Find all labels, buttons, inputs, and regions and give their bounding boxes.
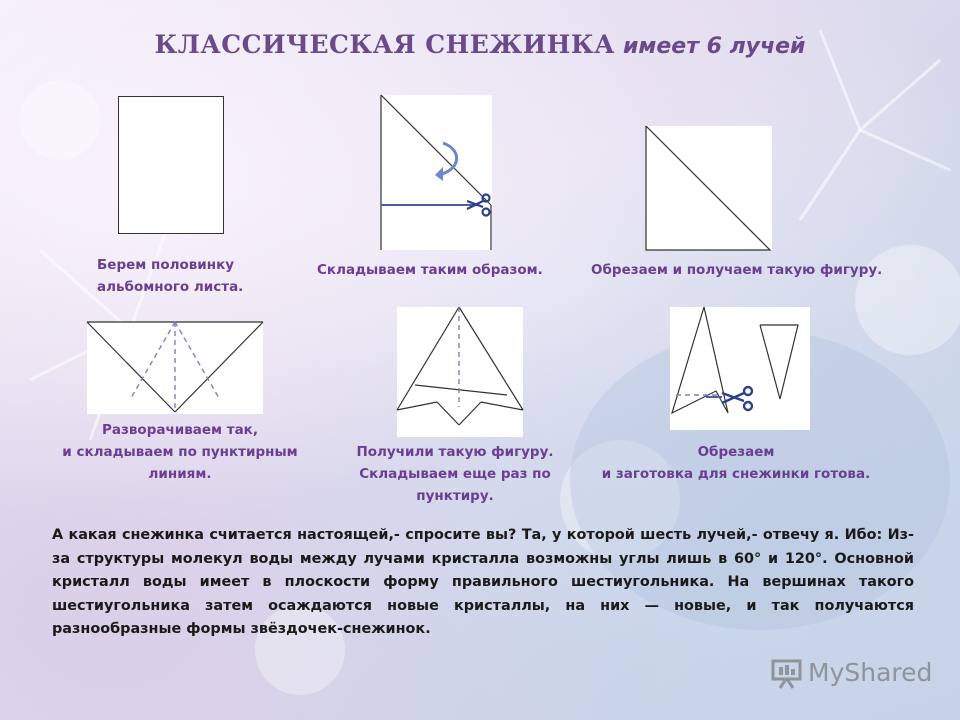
logo-text: MyShared <box>808 658 933 687</box>
caption-line: линиям. <box>148 466 212 482</box>
step3-caption <box>591 259 882 281</box>
caption-line: Разворачиваем так, <box>102 422 258 438</box>
step2-caption <box>317 259 543 281</box>
caption-line: Берем половинку <box>97 257 235 273</box>
explanation-paragraph: А какая снежинка считается настоящей,- спросите вы? Та, у которой шесть лучей,- отвечу я. Ибо: Из-за структуры молекул воды между лучами кристалла возможны углы лишь в 60° и 120°. Основной кристалл воды имеет в плоскости форму правильного шестиугольника. На вершинах такого шестиугольника затем осаждаются новые кристаллы, на них — новые, и так получаются разнообразные формы звёздочек-снежинок. <box>52 527 914 637</box>
step4-unfolded-diagram <box>87 322 263 414</box>
caption-line: Получили такую фигуру. <box>356 444 554 460</box>
presentation-icon <box>770 656 804 690</box>
caption-line: и заготовка для снежинки готова. <box>601 466 871 482</box>
step2-folding-diagram <box>381 95 492 250</box>
step6-caption <box>590 441 882 485</box>
caption-line: Обрезаем и получаем такую фигуру. <box>591 262 883 278</box>
page-title <box>0 30 960 59</box>
caption-line: пунктиру. <box>416 488 494 504</box>
caption-line: и складываем по пунктирным <box>62 444 298 460</box>
caption-line: альбомного листа. <box>97 279 244 295</box>
caption-line: Обрезаем <box>697 444 775 460</box>
title-sub: имеет 6 лучей <box>622 34 806 59</box>
step5-caption <box>340 441 570 507</box>
step1-caption <box>97 254 243 298</box>
title-main: КЛАССИЧЕСКАЯ СНЕЖИНКА <box>154 30 615 59</box>
caption-line: Складываем таким образом. <box>317 262 543 278</box>
step6-cut-diagram <box>670 307 810 430</box>
step4-caption <box>52 419 308 485</box>
step5-folded-diagram <box>397 307 523 437</box>
caption-line: Складываем еще раз по <box>359 466 551 482</box>
step3-triangle <box>646 126 772 250</box>
step1-sheet <box>118 96 224 234</box>
myshared-logo[interactable] <box>770 656 933 692</box>
